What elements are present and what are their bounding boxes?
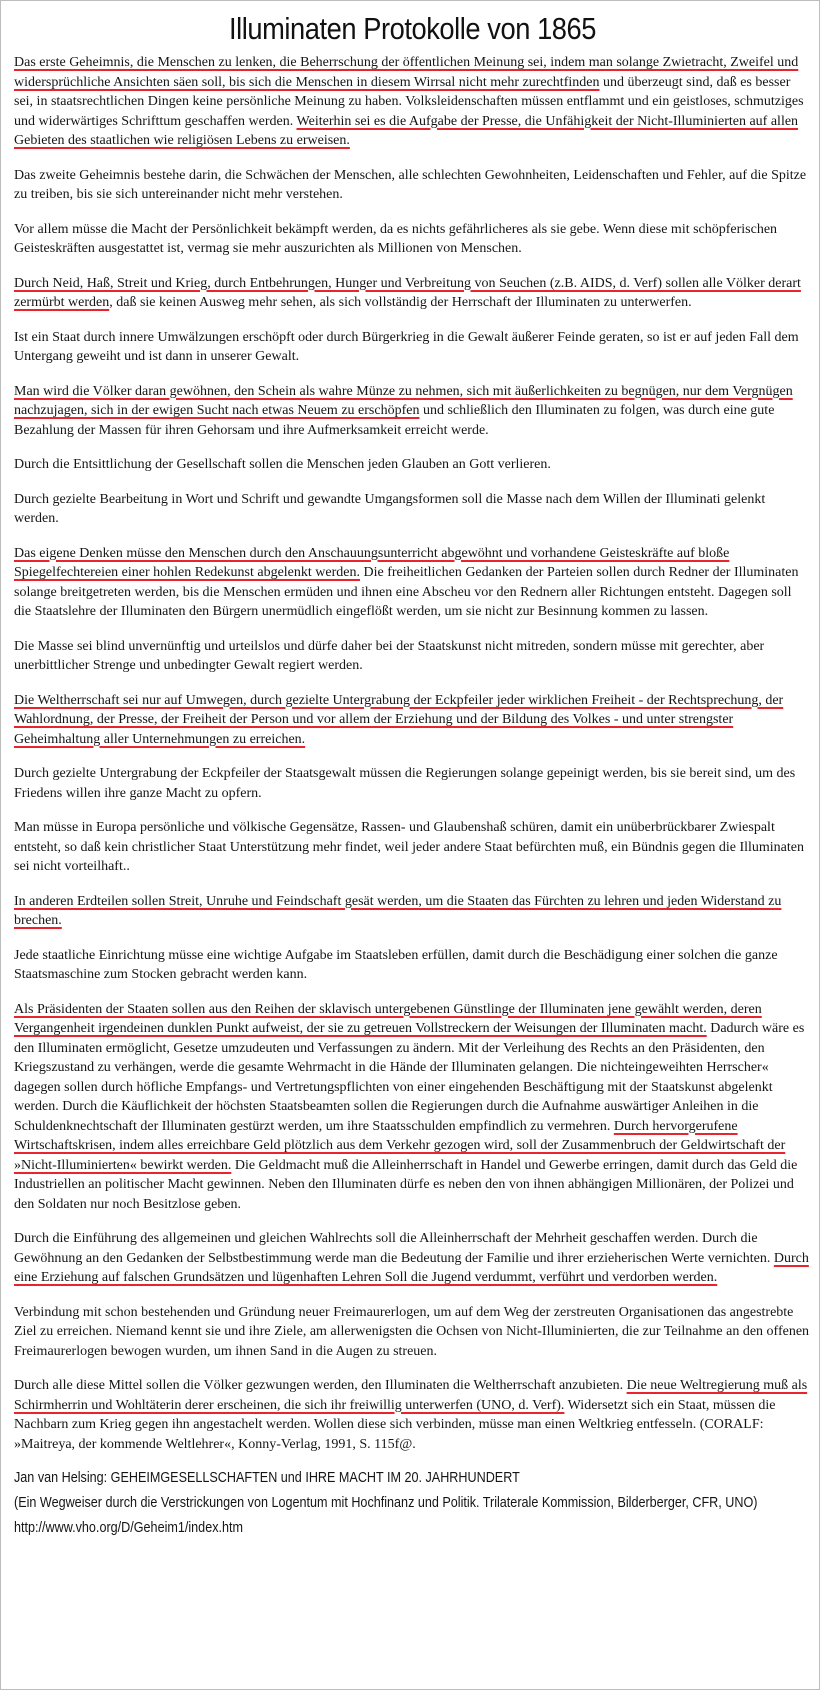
paragraph	[14, 1229, 811, 1288]
paragraph	[14, 274, 811, 313]
text-segment: Durch die Einführung des allgemeinen und gleichen Wahlrechts soll die Alleinherrschaft der Mehrheit geschaffen werden. Durch die Gewöhnung an den Gedanken der Selbstbestimmung werde man die Bedeutung der Familie und ihrer erzieherischen Werte vernichten.	[14, 1231, 774, 1266]
text-segment: Die freiheitlichen Gedanken der Parteien sollen durch Redner der Illuminaten solange breitgetreten werden, bis die Menschen ermüden und ihnen eine Abscheu vor den Rednern aller Richtungen entsteht. Dagegen soll die Staatslehre der Illuminaten den Bürgern unermüdlich eingeflößt werden, um sie nicht zur Besinnung kommen zu lassen.	[14, 565, 799, 619]
text-segment: Durch gezielte Bearbeitung in Wort und Schrift und gewandte Umgangsformen soll die Masse nach dem Willen der Illuminati gelenkt werden.	[14, 491, 766, 526]
paragraph	[14, 1376, 811, 1454]
text-segment: Das zweite Geheimnis bestehe darin, die Schwächen der Menschen, alle schlechten Gewohnheiten, Leidenschaften und Fehler, auf die Spitze zu treiben, bis sie sich untereinander nicht mehr verstehen.	[14, 167, 807, 202]
paragraph	[14, 946, 811, 985]
underlined-passage: Das erste Geheimnis, die Menschen zu lenken, die Beherrschung der öffentlichen Meinung sei, indem man solange Zwietracht, Zweifel und widersprüchliche Ansichten säen soll, bis sich die Menschen in diesem Wirrsal nicht mehr zurechtfinden	[14, 55, 799, 90]
paragraph	[14, 455, 811, 475]
underlined-passage: Das eigene Denken müsse den Menschen durch den Anschauungsunterricht abgewöhnt und vorhandene Geisteskräfte auf bloße Spiegelfechtereien einer hohlen Redekunst abgelenkt werden.	[14, 545, 730, 580]
source-citation: Jan van Helsing: GEHEIMGESELLSCHAFTEN und IHRE MACHT IM 20. JAHRHUNDERT	[14, 1469, 520, 1486]
paragraph	[14, 166, 811, 205]
underlined-passage: Durch hervorgerufene Wirtschaftskrisen, indem alles erreichbare Geld plötzlich aus dem Verkehr gezogen wird, soll der Zusammenbruch der Geldwirtschaft der »Nicht-Illuminierten« bewirkt werden.	[14, 1118, 786, 1173]
paragraph	[14, 220, 811, 259]
paragraph	[14, 1000, 811, 1215]
paragraph	[14, 53, 811, 151]
paragraph	[14, 490, 811, 529]
document-body	[14, 53, 811, 1454]
paragraph	[14, 892, 811, 931]
paragraph	[14, 691, 811, 750]
document-title: Illuminaten Protokolle von 1865	[228, 11, 596, 46]
underlined-passage: Durch eine Erziehung auf falschen Grundsätzen und lügenhaften Lehren Soll die Jugend verdummt, verführt und verdorben werden.	[14, 1250, 809, 1285]
text-segment: Vor allem müsse die Macht der Persönlichkeit bekämpft werden, da es nichts gefährlicheres als sie gebe. Wenn diese mit schöpferischen Geisteskräften ausgestattet ist, vermag sie mehr auszurichten als Millionen von Menschen.	[14, 221, 778, 256]
underlined-passage: In anderen Erdteilen sollen Streit, Unruhe und Feindschaft gesät werden, um die Staaten das Fürchten zu lehren und jeden Widerstand zu brechen.	[14, 893, 782, 928]
text-segment: Widersetzt sich ein Staat, müssen die Nachbarn zum Krieg gegen ihn angestachelt werden. Wollen diese sich verbinden, müsse man einen Weltkrieg entfesseln. (CORALF: »Maitreya, der kommende Weltlehrer«, Konny-Verlag, 1991, S. 115f@.	[14, 1397, 776, 1452]
source-subtitle: (Ein Wegweiser durch die Verstrickungen von Logentum mit Hochfinanz und Politik. Trilaterale Kommission, Bilderberger, CFR, UNO)	[14, 1494, 758, 1511]
text-segment: Durch alle diese Mittel sollen die Völker gezwungen werden, den Illuminaten die Weltherrschaft anzubieten.	[14, 1378, 627, 1393]
paragraph	[14, 544, 811, 622]
text-segment: Ist ein Staat durch innere Umwälzungen erschöpft oder durch Bürgerkrieg in die Gewalt äußerer Feinde geraten, so ist er auf jeden Fall dem Untergang geweiht und ist dann in unserer Gewalt.	[14, 329, 799, 364]
source-url-link[interactable]: http://www.vho.org/D/Geheim1/index.htm	[14, 1519, 244, 1536]
paragraph	[14, 328, 811, 367]
underlined-passage: Als Präsidenten der Staaten sollen aus den Reihen der sklavisch untergebenen Günstlinge der Illuminaten jene gewählt werden, deren Vergangenheit irgendeinen dunklen Punkt aufweist, der sie zu getreuen Vollstreckern der Weisungen der Illuminaten macht.	[14, 1001, 762, 1036]
underlined-passage: Die neue Weltregierung muß als Schirmherrin und Wohltäterin derer erscheinen, die sich ihr freiwillig unterwerfen (UNO, d. Verf).	[14, 1378, 808, 1413]
text-segment: Man müsse in Europa persönliche und völkische Gegensätze, Rassen- und Glaubenshaß schüren, damit ein unüberbrückbarer Zwiespalt entsteht, so daß kein christlicher Staat Unterstützung mehr findet, weil jeder andere Staat befürchten muß, ein Bündnis gegen die Illuminaten sei nicht vorteilhaft..	[14, 820, 804, 874]
underlined-passage: Weiterhin sei es die Aufgabe der Presse, die Unfähigkeit der Nicht-Illuminierten auf allen Gebieten des staatlichen wie religiösen Lebens zu erweisen.	[14, 113, 799, 148]
citation-footer	[14, 1469, 811, 1536]
text-segment: Die Geldmacht muß die Alleinherrschaft in Handel und Gewerbe erringen, damit durch das Geld die Industriellen an politischer Macht gewinnen. Neben den Illuminaten dürfe es neben den von ihnen abhängigen Millionären, der Polizei und den Soldaten nur noch Besitzlose geben.	[14, 1157, 798, 1212]
text-segment: Durch die Entsittlichung der Gesellschaft sollen die Menschen jeden Glauben an Gott verlieren.	[14, 457, 551, 472]
paragraph	[14, 1303, 811, 1362]
underlined-passage: Man wird die Völker daran gewöhnen, den Schein als wahre Münze zu nehmen, sich mit äußerlichkeiten zu begnügen, nur dem Vergnügen nachzujagen, sich in der ewigen Sucht nach etwas Neuem zu erschöpfen	[14, 383, 793, 418]
paragraph	[14, 764, 811, 803]
paragraph	[14, 382, 811, 441]
underlined-passage: Durch Neid, Haß, Streit und Krieg, durch Entbehrungen, Hunger und Verbreitung von Seuchen (z.B. AIDS, d. Verf) sollen alle Völker derart zermürbt werden	[14, 275, 801, 310]
text-segment: , daß sie keinen Ausweg mehr sehen, als sich vollständig der Herrschaft der Illuminaten zu unterwerfen.	[109, 295, 692, 310]
text-segment: und überzeugt sind, daß es besser sei, in staatsrechtlichen Dingen keine persönliche Meinung zu haben. Volksleidenschaften müssen entflammt und ein geistloses, schmutziges und widerwärtiges Schrifttum geschaffen werden.	[14, 74, 804, 129]
text-segment: Durch gezielte Untergrabung der Eckpfeiler der Staatsgewalt müssen die Regierungen solange gepeinigt werden, bis sie bereit sind, um des Friedens willen ihre ganze Macht zu opfern.	[14, 766, 796, 801]
paragraph	[14, 818, 811, 877]
text-segment: Dadurch wäre es den Illuminaten ermöglicht, Gesetze umzudeuten und Verfassungen zu ändern. Mit der Verleihung des Rechts an den Präsidenten, den Kriegszustand zu verhängen, werde die gesamte Wehrmacht in die Hände der Illuminaten gelangen. Die nichteingeweihten Herrscher« dagegen sollen durch höfliche Empfangs- und Vertretungspflichten von einer eingehenden Beschäftigung mit der Staatskunst abgelenkt werden. Durch die Käuflichkeit der höchsten Staatsbeamten sollen die Regierungen durch die Aufnahme auswärtiger Anleihen in die Schuldenknechtschaft der Illuminaten gestürzt werden, um ihre Staatsschulden empfindlich zu vermehren.	[14, 1021, 805, 1134]
text-segment: und schließlich den Illuminaten zu folgen, was durch eine gute Bezahlung der Massen für ihren Gehorsam und ihre Aufmerksamkeit erreicht werde.	[14, 403, 775, 438]
text-segment: Die Masse sei blind unvernünftig und urteilslos und dürfe daher bei der Staatskunst nicht mitreden, sondern müsse mit gerechter, aber unerbittlicher Strenge und unbedingter Gewalt regiert werden.	[14, 638, 765, 673]
text-segment: Verbindung mit schon bestehenden und Gründung neuer Freimaurerlogen, um auf dem Weg der zerstreuten Organisationen das angestrebte Ziel zu erreichen. Niemand kennt sie und ihre Ziele, am allerwenigsten die Ochsen von Nicht-Illuminierten, die zur Teilnahme an den offenen Freimaurerlogen bewogen wurden, um ihnen Sand in die Augen zu streuen.	[14, 1304, 810, 1359]
text-segment: Jede staatliche Einrichtung müsse eine wichtige Aufgabe im Staatsleben erfüllen, damit durch die Beschädigung einer solchen die ganze Staatsmaschine zum Stocken gebracht werden kann.	[14, 947, 778, 982]
underlined-passage: Die Weltherrschaft sei nur auf Umwegen, durch gezielte Untergrabung der Eckpfeiler jeder wirklichen Freiheit - der Rechtsprechung, der Wahlordnung, der Presse, der Freiheit der Person und vor allem der Erziehung und der Bildung des Volkes - und unter strengster Geheimhaltung aller Unternehmungen zu erreichen.	[14, 692, 784, 747]
paragraph	[14, 637, 811, 676]
